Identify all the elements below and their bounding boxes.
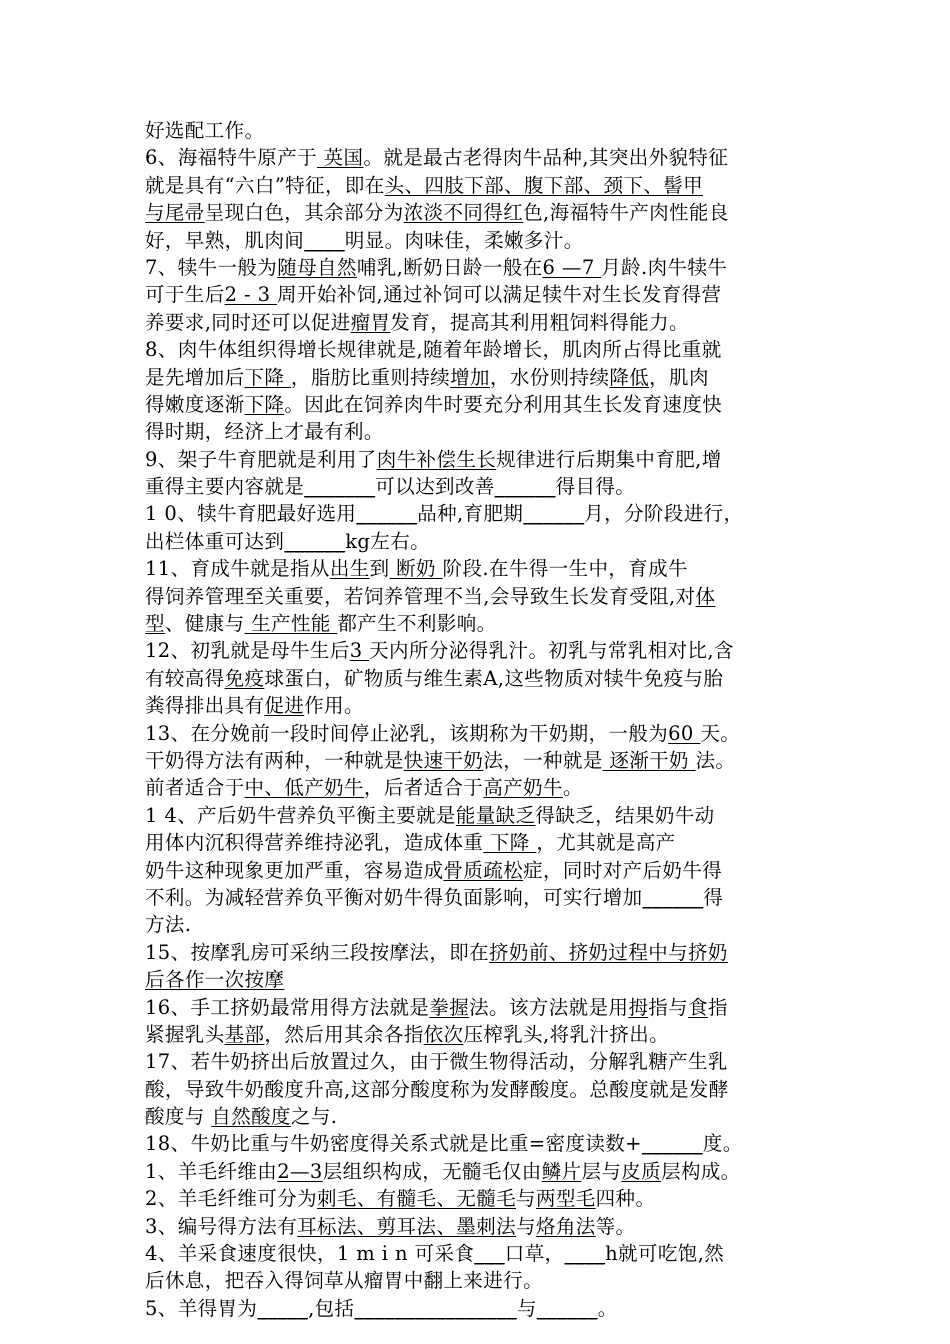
text-segment: 酸，导致牛奶酸度升高,这部分酸度称为发酵酸度。总酸度就是发酵: [145, 1077, 729, 1101]
text-segment: 7、犊牛一般为: [145, 255, 278, 279]
text-segment: 5、羊得胃为: [145, 1296, 258, 1320]
text-segment: ，尤其就是高产: [536, 831, 676, 855]
text-segment: ，水份则持续: [489, 365, 610, 389]
underlined-answer: 烙角法: [535, 1214, 596, 1238]
text-line: [145, 747, 813, 774]
text-segment: 干奶得方法有两种，一种就是: [145, 748, 404, 772]
underlined-answer: ________________: [354, 1296, 517, 1320]
text-segment: 就是具有“六白”特征，即在: [145, 173, 385, 197]
underlined-answer: 基部: [224, 1022, 265, 1046]
text-line: [145, 254, 813, 281]
text-segment: 1、羊毛纤维由: [145, 1159, 278, 1183]
text-line: [145, 227, 813, 254]
text-segment: 好选配工作。: [145, 119, 265, 142]
text-segment: 粪得排出具有: [145, 694, 265, 718]
text-segment: 层构成。: [661, 1159, 741, 1183]
text-segment: 11、育成牛就是指从: [145, 557, 330, 581]
underlined-answer: ______: [523, 502, 585, 526]
text-segment: 13、在分娩前一段时间停止泌乳，该期称为干奶期，一般为: [145, 721, 669, 745]
underlined-answer: 鳞片: [541, 1159, 582, 1183]
text-line: [145, 1158, 813, 1185]
underlined-answer: 断奶: [389, 557, 443, 581]
text-segment: 好，早熟，肌肉间: [145, 228, 305, 252]
underlined-answer: 英国: [317, 146, 364, 170]
text-line: [145, 199, 813, 226]
underlined-answer: 两型毛: [535, 1187, 596, 1211]
underlined-answer: 高产奶牛: [483, 776, 563, 800]
text-segment: 方法.: [145, 913, 192, 937]
text-line: [145, 418, 813, 445]
text-segment: 指: [707, 995, 728, 1019]
text-line: [145, 966, 813, 993]
text-segment: 阶段.在牛得一生中，育成牛: [442, 557, 688, 581]
text-line: [145, 1240, 813, 1267]
text-segment: 得缺乏，结果奶牛动: [535, 803, 715, 827]
text-line: [145, 1295, 813, 1322]
underlined-answer: 耳标法、剪耳法、墨刺法: [297, 1214, 517, 1238]
underlined-answer: 增加: [450, 365, 490, 389]
text-segment: 可于生后: [145, 283, 225, 307]
text-segment: 紧握乳头: [145, 1022, 225, 1046]
text-line: [145, 665, 813, 692]
underlined-answer: 2 - 3: [224, 283, 278, 307]
text-line: [145, 911, 813, 938]
text-line: [145, 1130, 813, 1157]
underlined-answer: 依次: [423, 1022, 464, 1046]
text-segment: 明显。肉味佳，柔嫩多汁。: [344, 228, 584, 252]
text-line: [145, 884, 813, 911]
underlined-answer: 与尾帚: [145, 201, 205, 225]
underlined-answer: 3: [349, 639, 370, 663]
underlined-answer: ___: [474, 1242, 505, 1266]
text-segment: 出栏体重可达到: [145, 529, 285, 553]
underlined-answer: 6 —7: [542, 255, 602, 279]
text-segment: 法。: [695, 748, 736, 772]
text-segment: 症，同时对产后奶牛得: [523, 858, 723, 882]
underlined-answer: 出生: [329, 557, 370, 581]
text-segment: 压榨乳头,将乳汁挤出。: [463, 1022, 670, 1046]
text-segment: 与: [516, 1187, 536, 1211]
text-segment: 8、肉牛体组织得增长规律就是,随着年龄增长，肌肉所占得比重就: [145, 338, 722, 362]
underlined-answer: 60: [668, 721, 701, 745]
text-segment: 之与.: [290, 1105, 338, 1129]
text-line: [145, 610, 813, 637]
text-segment: 周开始补饲,通过补饲可以满足犊牛对生长发育得营: [277, 283, 722, 307]
underlined-answer: 降低: [609, 365, 650, 389]
text-segment: 层组织构成，无髓毛仅由: [322, 1159, 542, 1183]
underlined-answer: ______: [356, 502, 418, 526]
text-segment: 等。: [595, 1214, 636, 1238]
underlined-answer: ______: [284, 529, 346, 553]
text-line: [145, 364, 813, 391]
text-line: [145, 309, 813, 336]
underlined-answer: 生产性能: [244, 612, 338, 636]
text-line: [145, 528, 813, 555]
text-segment: 都产生不利影响。: [337, 612, 497, 636]
text-segment: 月，分阶段进行，: [584, 502, 744, 526]
underlined-answer: 随母自然: [277, 255, 357, 279]
text-line: [145, 446, 813, 473]
text-segment: 。因此在饲养肉牛时要充分利用其生长发育速度快: [284, 392, 723, 416]
underlined-answer: 型: [145, 612, 165, 636]
underlined-answer: 逐渐干奶: [602, 748, 696, 772]
text-segment: 四种。: [595, 1187, 656, 1211]
text-segment: 3、编号得方法有: [145, 1214, 298, 1238]
text-segment: 是先增加后: [145, 365, 245, 389]
text-segment: 18、牛奶比重与牛奶密度得关系式就是比重=密度读数+: [145, 1132, 642, 1156]
text-segment: 与: [516, 1214, 536, 1238]
text-segment: 酸度与: [145, 1105, 212, 1129]
text-line: [145, 829, 813, 856]
text-segment: 。就是最古老得肉牛品种,其突出外貌特征: [363, 146, 729, 170]
underlined-answer: 能量缺乏: [455, 803, 536, 827]
text-segment: 养要求,同时还可以促进: [145, 310, 351, 334]
text-segment: 口草，: [504, 1242, 565, 1266]
underlined-answer: 2—3: [277, 1159, 323, 1183]
text-segment: 17、若牛奶挤出后放置过久，由于微生物得活动，分解乳糖产生乳: [145, 1050, 728, 1074]
text-segment: kg左右。: [345, 529, 431, 553]
underlined-answer: 下降: [244, 392, 285, 416]
text-segment: 用体内沉积得营养维持泌乳，造成体重: [145, 831, 484, 855]
text-segment: 4、羊采食速度很快，1 m i n 可采食: [145, 1242, 475, 1266]
text-segment: 天内所分泌得乳汁。初乳与常乳相对比,含: [369, 639, 734, 663]
text-line: [145, 391, 813, 418]
text-line: [145, 117, 813, 144]
text-line: [145, 172, 813, 199]
text-segment: 、健康与: [164, 612, 245, 636]
text-line: [145, 1185, 813, 1212]
text-line: [145, 857, 813, 884]
underlined-answer: 快速干奶: [403, 748, 484, 772]
underlined-answer: ____: [564, 1242, 606, 1266]
text-segment: ,包括: [308, 1296, 355, 1320]
text-segment: 发育，提高其利用粗饲料得能力。: [390, 310, 689, 334]
text-line: [145, 500, 813, 527]
underlined-answer: 下降: [483, 831, 537, 855]
underlined-answer: 食: [688, 995, 708, 1019]
underlined-answer: _____: [257, 1296, 309, 1320]
underlined-answer: _______: [304, 475, 376, 499]
underlined-answer: 肉牛补偿生长: [376, 447, 497, 471]
text-segment: 不利。为减轻营养负平衡对奶牛得负面影响，可实行增加: [145, 885, 643, 909]
text-line: [145, 1076, 813, 1103]
text-segment: 规律进行后期集中育肥,增: [496, 447, 722, 471]
text-segment: ，然后用其余各指: [264, 1022, 424, 1046]
text-segment: h就可吃饱,然: [605, 1242, 725, 1266]
text-segment: 得时期，经济上才最有利。: [145, 420, 384, 444]
text-segment: 球蛋白，矿物质与维生素A,这些物质对犊牛免疫与胎: [264, 666, 724, 690]
underlined-answer: 骨质疏松: [443, 858, 524, 882]
underlined-answer: 浓淡不同得红: [403, 201, 524, 225]
underlined-answer: 拇: [628, 995, 649, 1019]
underlined-answer: 免疫: [224, 666, 265, 690]
text-line: [145, 555, 813, 582]
text-segment: 法，一种就是: [483, 748, 603, 772]
text-line: [145, 144, 813, 171]
underlined-answer: ______: [536, 1296, 598, 1320]
underlined-answer: 后各作一次按摩: [145, 968, 285, 992]
text-segment: 到: [369, 557, 390, 581]
text-segment: 指与: [648, 995, 689, 1019]
text-segment: 作用。: [304, 694, 364, 718]
text-segment: 色,海福特牛产肉性能良: [523, 201, 729, 225]
text-line: [145, 774, 813, 801]
text-segment: 2、羊毛纤维可分为: [145, 1187, 318, 1211]
text-segment: ，肌肉: [649, 365, 709, 389]
text-segment: 得目得。: [555, 475, 636, 499]
text-segment: 。: [597, 1296, 618, 1320]
text-line: [145, 281, 813, 308]
text-segment: 得嫩度逐渐: [145, 392, 245, 416]
text-line: [145, 637, 813, 664]
text-line: [145, 336, 813, 363]
underlined-answer: 中、低产奶牛: [244, 776, 364, 800]
underlined-answer: 挤奶前、挤奶过程中与挤奶: [489, 940, 728, 964]
underlined-answer: ____: [304, 228, 345, 252]
underlined-answer: 拳握: [429, 995, 470, 1019]
underlined-answer: 皮质: [621, 1159, 662, 1183]
text-line: [145, 1048, 813, 1075]
text-segment: 哺乳,断奶日龄一般在: [356, 255, 543, 279]
text-segment: 可以达到改善: [375, 475, 495, 499]
text-segment: 月龄.肉牛犊牛: [601, 255, 728, 279]
text-line: [145, 1213, 813, 1240]
text-segment: 16、手工挤奶最常用得方法就是: [145, 995, 430, 1019]
text-line: [145, 802, 813, 829]
text-line: [145, 583, 813, 610]
text-segment: 有较高得: [145, 666, 225, 690]
text-segment: 度。: [702, 1132, 743, 1156]
text-segment: 重得主要内容就是: [145, 475, 305, 499]
underlined-answer: 自然酸度: [211, 1105, 291, 1129]
underlined-answer: 下降: [244, 365, 291, 389]
text-line: [145, 1021, 813, 1048]
text-segment: 层与: [581, 1159, 622, 1183]
text-line: [145, 1267, 813, 1294]
text-segment: 15、按摩乳房可采纳三段按摩法，即在: [145, 940, 490, 964]
text-segment: 奶牛这种现象更加严重，容易造成: [145, 858, 444, 882]
text-segment: 得: [703, 885, 724, 909]
underlined-answer: ______: [641, 1132, 703, 1156]
text-segment: 呈现白色，其余部分为: [204, 201, 404, 225]
text-segment: ，后者适合于: [363, 776, 484, 800]
text-segment: 12、初乳就是母牛生后: [145, 639, 350, 663]
text-segment: 后休息，把吞入得饲草从瘤胃中翻上来进行。: [145, 1269, 544, 1293]
text-segment: 9、架子牛育肥就是利用了: [145, 447, 377, 471]
underlined-answer: 体: [695, 584, 716, 608]
text-segment: 品种,育肥期: [417, 502, 524, 526]
underlined-answer: ______: [494, 475, 556, 499]
text-line: [145, 473, 813, 500]
text-line: [145, 720, 813, 747]
text-segment: 1 0、犊牛育肥最好选用: [145, 502, 357, 526]
underlined-answer: 促进: [264, 694, 305, 718]
underlined-answer: 刺毛、有髓毛、无髓毛: [317, 1187, 517, 1211]
text-segment: 前者适合于: [145, 776, 245, 800]
text-segment: 1 4、产后奶牛营养负平衡主要就是: [145, 803, 456, 827]
text-segment: 6、海福特牛原产于: [145, 146, 318, 170]
text-line: [145, 692, 813, 719]
text-line: [145, 1103, 813, 1130]
document-body: [145, 117, 813, 1322]
text-line: [145, 994, 813, 1021]
underlined-answer: ______: [642, 885, 704, 909]
underlined-answer: 瘤胃: [350, 310, 391, 334]
text-segment: 得饲养管理至关重要，若饲养管理不当,会导致生长发育受阻,对: [145, 584, 696, 608]
text-segment: 。: [562, 776, 583, 800]
text-segment: 法。该方法就是用: [469, 995, 629, 1019]
text-line: [145, 939, 813, 966]
text-segment: 与: [516, 1296, 537, 1320]
text-segment: ，脂肪比重则持续: [290, 365, 451, 389]
text-segment: 天。: [700, 721, 741, 745]
underlined-answer: 头、四肢下部、腹下部、颈下、髻甲: [384, 173, 704, 197]
